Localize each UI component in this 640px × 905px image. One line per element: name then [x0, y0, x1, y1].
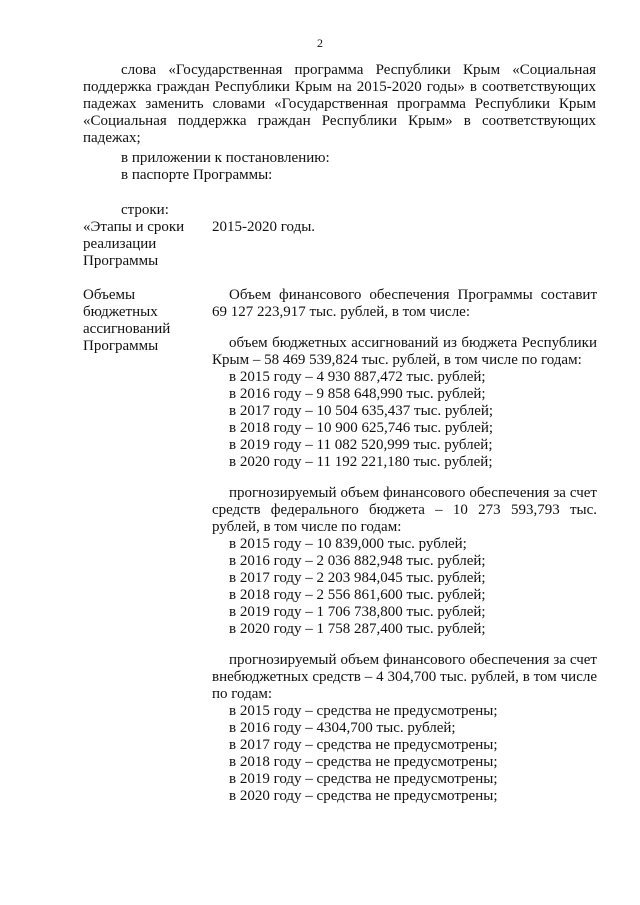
list-item: в 2016 году – 2 036 882,948 тыс. рублей; — [229, 553, 486, 569]
list-item: в 2017 году – 2 203 984,045 тыс. рублей; — [229, 570, 486, 586]
rows-line: строки: — [121, 202, 169, 218]
list-item: в 2020 году – 11 192 221,180 тыс. рублей; — [229, 454, 493, 470]
list-item: в 2018 году – средства не предусмотрены; — [229, 754, 498, 770]
list-item: в 2015 году – 10 839,000 тыс. рублей; — [229, 536, 467, 552]
list-item: в 2016 году – 4304,700 тыс. рублей; — [229, 720, 456, 736]
page-number: 2 — [317, 36, 323, 50]
federal-years-list — [212, 536, 597, 638]
list-item: в 2015 году – 4 930 887,472 тыс. рублей; — [229, 369, 486, 385]
funding-section — [212, 287, 597, 805]
extra-intro: прогнозируемый объем финансового обеспечения за счет внебюджетных средств – 4 304,700 тыс. рублей, в том числе по годам: — [212, 652, 597, 702]
stages-value: 2015-2020 годы. — [212, 219, 316, 235]
funding-total: Объем финансового обеспечения Программы составит 69 127 223,917 тыс. рублей, в том числе: — [212, 287, 597, 320]
list-item: в 2015 году – средства не предусмотрены; — [229, 703, 498, 719]
budget-years-list — [212, 369, 597, 471]
extra-years-list — [212, 703, 597, 805]
list-item: в 2016 году – 9 858 648,990 тыс. рублей; — [229, 386, 486, 402]
list-item: в 2020 году – 1 758 287,400 тыс. рублей; — [229, 621, 486, 637]
funding-label: Объемы бюджетных ассигнований Программы — [83, 287, 171, 354]
federal-intro: прогнозируемый объем финансового обеспечения за счет средств федерального бюджета – 10 273 593,793 тыс. рублей, в том числе по годам: — [212, 485, 597, 535]
list-item: в 2019 году – 11 082 520,999 тыс. рублей; — [229, 437, 493, 453]
passport-line: в паспорте Программы: — [121, 167, 273, 183]
list-item: в 2018 году – 2 556 861,600 тыс. рублей; — [229, 587, 486, 603]
list-item: в 2019 году – средства не предусмотрены; — [229, 771, 498, 787]
list-item: в 2020 году – средства не предусмотрены; — [229, 788, 498, 804]
appendix-line: в приложении к постановлению: — [121, 150, 330, 166]
intro-paragraph: слова «Государственная программа Республики Крым «Социальная поддержка граждан Республики Крым на 2015-2020 годы» в соответствующих падежах заменить словами «Государственная программа Республики Крым «Социальная поддержка граждан Республики Крым» в соответствующих падежах; — [83, 62, 596, 146]
list-item: в 2019 году – 1 706 738,800 тыс. рублей; — [229, 604, 486, 620]
budget-intro: объем бюджетных ассигнований из бюджета Республики Крым – 58 469 539,824 тыс. рублей, в том числе по годам: — [212, 335, 597, 368]
stages-label: «Этапы и сроки реализации Программы — [83, 219, 185, 269]
list-item: в 2017 году – средства не предусмотрены; — [229, 737, 498, 753]
list-item: в 2017 году – 10 504 635,437 тыс. рублей; — [229, 403, 494, 419]
list-item: в 2018 году – 10 900 625,746 тыс. рублей; — [229, 420, 494, 436]
